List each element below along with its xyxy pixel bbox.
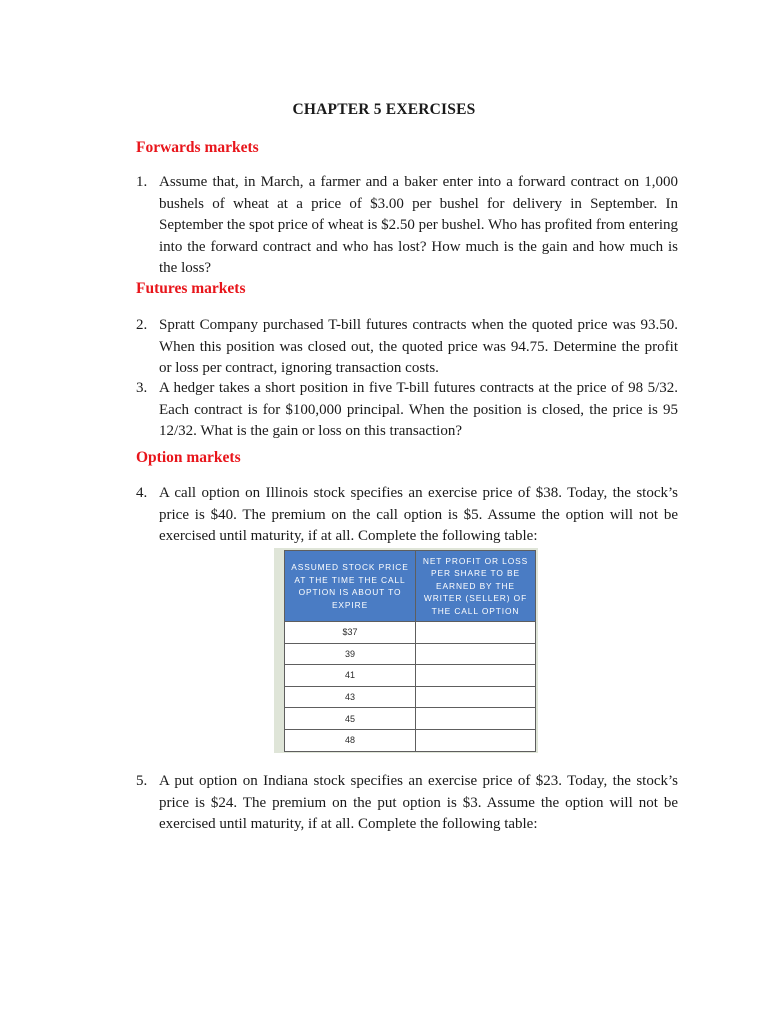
exercise-number: 3. xyxy=(136,380,148,396)
table-cell-stock-price: 39 xyxy=(285,643,416,665)
table-header-row xyxy=(285,551,536,622)
table-cell-stock-price: 45 xyxy=(285,708,416,730)
section-heading-forwards: Forwards markets xyxy=(136,139,259,156)
table-row xyxy=(285,686,536,708)
exercise-number: 2. xyxy=(136,317,148,333)
section-heading-futures: Futures markets xyxy=(136,280,246,297)
section-heading-options: Option markets xyxy=(136,449,241,466)
table-row xyxy=(285,708,536,730)
table-cell-stock-price: 48 xyxy=(285,729,416,751)
exercise-number: 1. xyxy=(136,174,148,190)
table-cell-net-profit xyxy=(416,708,536,730)
table-cell-stock-price: 43 xyxy=(285,686,416,708)
exercise-text: Spratt Company purchased T-bill futures contracts when the quoted price was 93.50. When this position was closed out, the quoted price was 94.75. Determine the profit or loss per contract, ignoring transaction costs. xyxy=(159,317,678,377)
chapter-title: CHAPTER 5 EXERCISES xyxy=(292,101,476,118)
table-row xyxy=(285,665,536,687)
table-row xyxy=(285,729,536,751)
table-row xyxy=(285,643,536,665)
exercise-text: A call option on Illinois stock specifies an exercise price of $38. Today, the stock’s price is $40. The premium on the call option is $5. Assume the option will not be exercised until maturity, if at all. Complete the following table: xyxy=(159,485,678,545)
column-header-net-profit: NET PROFIT OR LOSS PER SHARE TO BE EARNED BY THE WRITER (SELLER) OF THE CALL OPTION xyxy=(416,551,536,622)
exercise-text: A hedger takes a short position in five T-bill futures contracts at the price of 98 5/32. Each contract is for $100,000 principal. When the position is closed, the price is 95 12/32. What is the gain or loss on this transaction? xyxy=(159,380,678,440)
call-option-table-image xyxy=(274,548,538,753)
table-cell-net-profit xyxy=(416,729,536,751)
exercise-2 xyxy=(136,315,678,380)
table-row xyxy=(285,622,536,644)
table-cell-stock-price: $37 xyxy=(285,622,416,644)
exercise-number: 4. xyxy=(136,485,148,501)
table-cell-net-profit xyxy=(416,686,536,708)
exercise-text: A put option on Indiana stock specifies an exercise price of $23. Today, the stock’s price is $24. The premium on the put option is $3. Assume the option will not be exercised until maturity, if at all. Complete the following table: xyxy=(159,773,678,833)
exercise-1 xyxy=(136,172,678,280)
exercise-3 xyxy=(136,378,678,443)
exercise-text: Assume that, in March, a farmer and a baker enter into a forward contract on 1,000 bushels of wheat at a price of $3.00 per bushel for delivery in September. In September the spot price of wheat is $2.50 per bushel. Who has profited from entering into the forward contract and who has lost? How much is the gain and how much is the loss? xyxy=(159,174,678,277)
exercise-4 xyxy=(136,483,678,548)
table-cell-net-profit xyxy=(416,665,536,687)
exercise-5 xyxy=(136,771,678,836)
column-header-stock-price: ASSUMED STOCK PRICE AT THE TIME THE CALL OPTION IS ABOUT TO EXPIRE xyxy=(285,551,416,622)
table-cell-net-profit xyxy=(416,643,536,665)
table-cell-stock-price: 41 xyxy=(285,665,416,687)
table-cell-net-profit xyxy=(416,622,536,644)
call-option-table xyxy=(284,550,536,752)
exercise-number: 5. xyxy=(136,773,148,789)
